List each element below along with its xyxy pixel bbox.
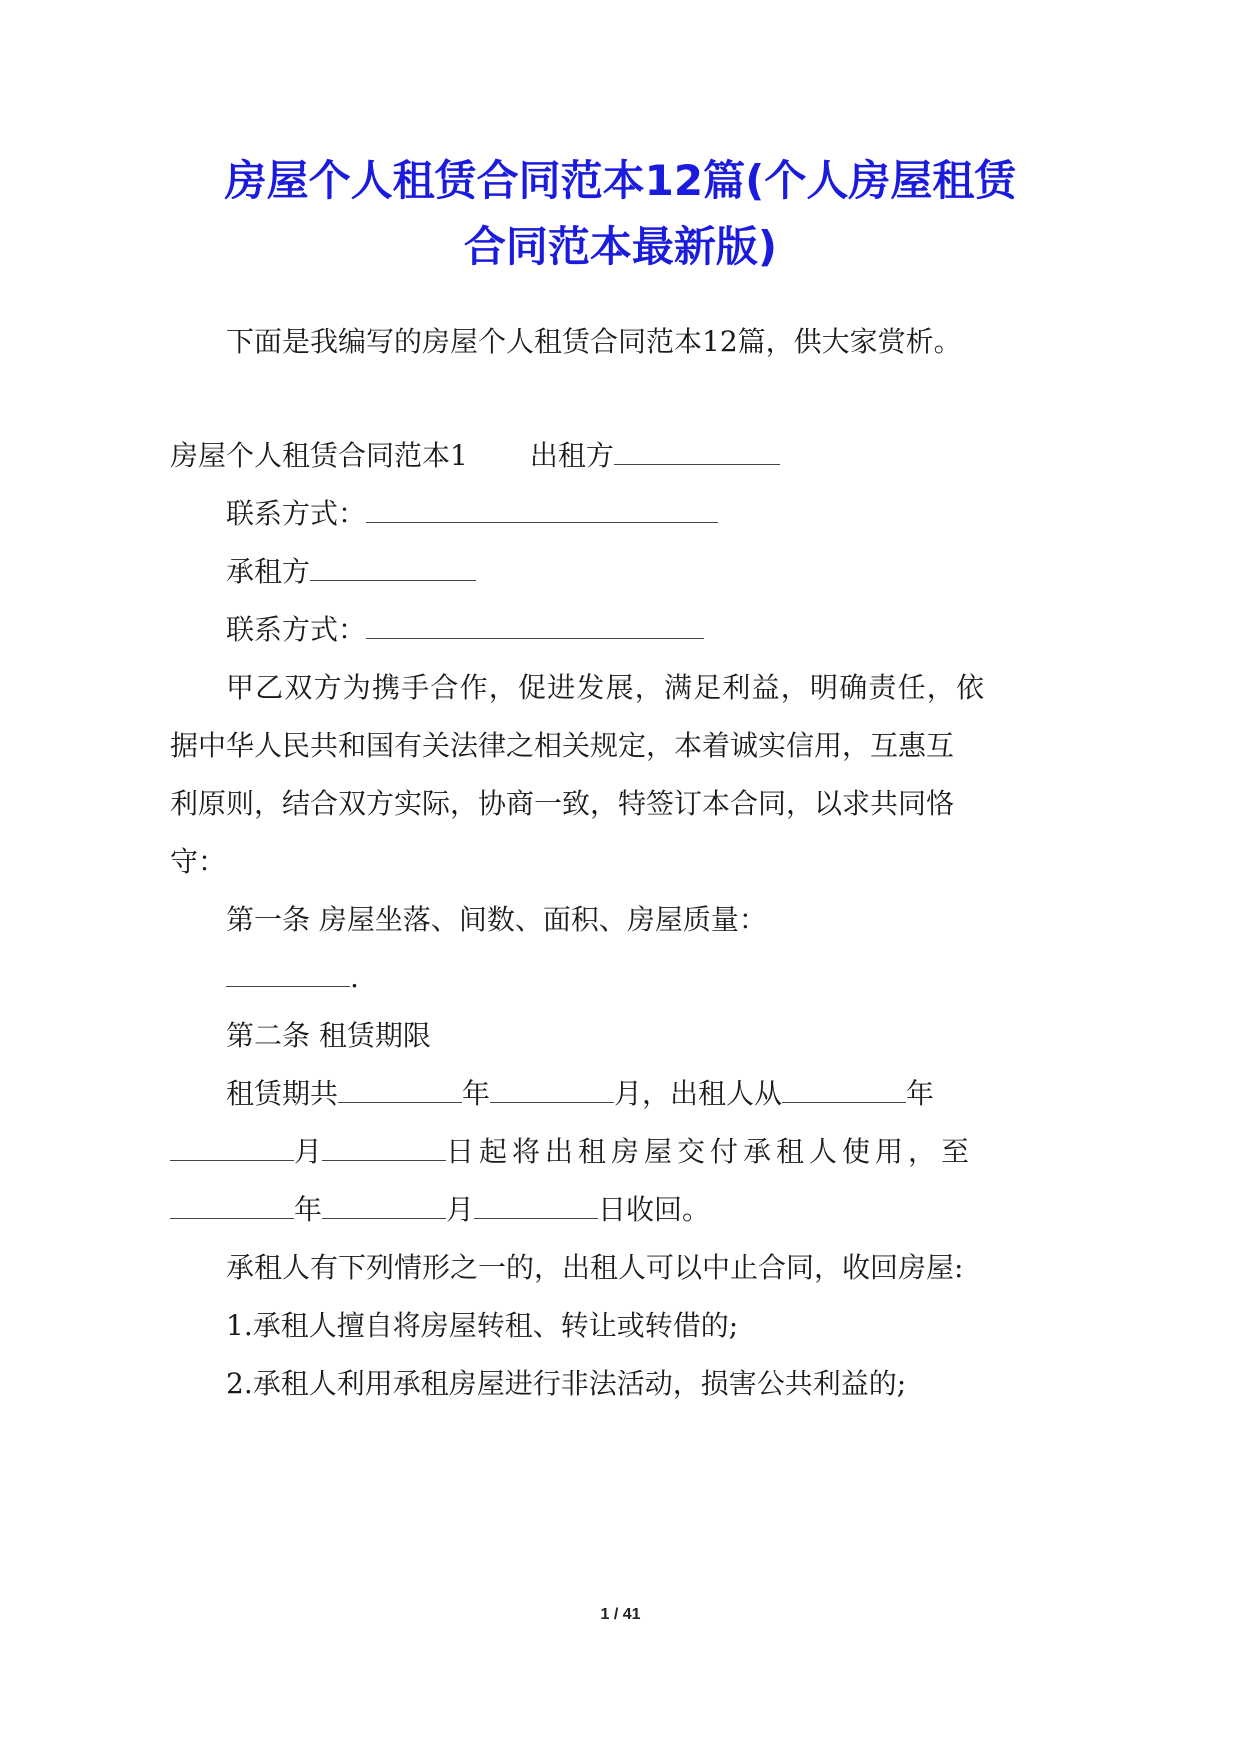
intro-paragraph: 下面是我编写的房屋个人租赁合同范本12篇，供大家赏析。 xyxy=(226,325,962,358)
term-year-label: 年 xyxy=(462,1077,491,1110)
start-year-label: 年 xyxy=(906,1077,935,1110)
term-month-from: 月，出租人从 xyxy=(614,1077,783,1110)
preamble-line-1: 甲乙双方为携手合作，促进发展，满足利益，明确责任，依 xyxy=(226,671,986,704)
lessor-blank xyxy=(614,438,780,465)
lessee-row xyxy=(226,552,476,592)
document-title-line-2: 合同范本最新版) xyxy=(463,222,778,271)
end-year-blank xyxy=(170,1192,294,1219)
term-line-2 xyxy=(170,1132,975,1172)
start-year-blank xyxy=(782,1076,906,1103)
start-month-blank xyxy=(170,1134,294,1161)
end-month-label: 月 xyxy=(446,1193,475,1226)
term-prefix: 租赁期共 xyxy=(226,1077,339,1110)
article-1-end: . xyxy=(350,961,359,994)
lessor-contact-label: 联系方式： xyxy=(226,497,367,530)
lessee-contact-row xyxy=(226,610,704,650)
end-day-label: 日收回。 xyxy=(598,1193,711,1226)
lessee-contact-blank xyxy=(366,612,704,639)
contract-heading: 房屋个人租赁合同范本1 xyxy=(170,439,468,472)
delivery-phrase: 日起将出租房屋交付承租人使用，至 xyxy=(446,1135,975,1168)
start-day-blank xyxy=(322,1134,446,1161)
term-months-blank xyxy=(490,1076,614,1103)
contract-heading-row xyxy=(170,436,780,476)
termination-clause: 承租人有下列情形之一的，出租人可以中止合同，收回房屋: xyxy=(226,1251,964,1284)
article-1-heading: 第一条 房屋坐落、间数、面积、房屋质量： xyxy=(226,903,767,936)
preamble-line-2: 据中华人民共和国有关法律之相关规定，本着诚实信用，互惠互 xyxy=(170,729,955,762)
article-1-blank xyxy=(226,960,350,987)
lessor-label: 出租方 xyxy=(529,439,614,472)
preamble-line-4: 守： xyxy=(170,845,227,878)
term-years-blank xyxy=(338,1076,462,1103)
start-month-label: 月 xyxy=(294,1135,323,1168)
lessor-contact-row xyxy=(226,494,718,534)
lessee-contact-label: 联系方式： xyxy=(226,613,367,646)
lessor-contact-blank xyxy=(366,496,718,523)
document-title-line-1: 房屋个人租赁合同范本12篇(个人房屋租赁 xyxy=(224,156,1017,205)
article-1-blank-row xyxy=(226,958,359,998)
term-line-3 xyxy=(170,1190,710,1230)
page-number: 1 / 41 xyxy=(600,1606,641,1623)
end-month-blank xyxy=(322,1192,446,1219)
termination-item-1: 1.承租人擅自将房屋转租、转让或转借的; xyxy=(226,1309,739,1342)
end-day-blank xyxy=(474,1192,598,1219)
article-2-heading: 第二条 租赁期限 xyxy=(226,1019,431,1052)
termination-item-2: 2.承租人利用承租房屋进行非法活动，损害公共利益的; xyxy=(226,1367,907,1400)
lessee-label: 承租方 xyxy=(226,555,311,588)
term-line-1 xyxy=(226,1074,934,1114)
end-year-label: 年 xyxy=(294,1193,323,1226)
preamble-line-3: 利原则，结合双方实际，协商一致，特签订本合同，以求共同恪 xyxy=(170,787,955,820)
lessee-blank xyxy=(310,554,476,581)
